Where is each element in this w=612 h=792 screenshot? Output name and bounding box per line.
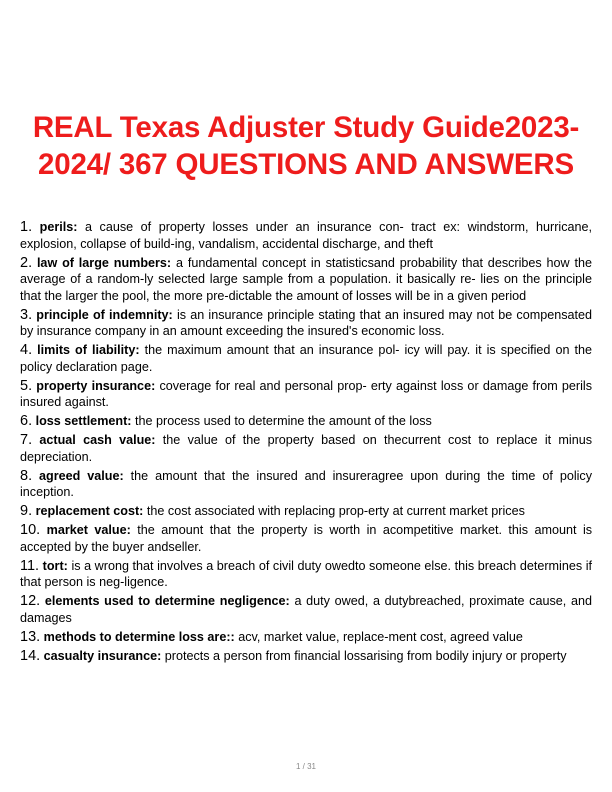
item-term: actual cash value: bbox=[39, 433, 156, 447]
item-number: 10. bbox=[20, 522, 41, 538]
list-item bbox=[20, 468, 592, 501]
item-term: limits of liability: bbox=[37, 343, 140, 357]
item-definition: the maximum amount that an insurance pol- icy will pay. it is specified on the policy declaration page. bbox=[20, 343, 592, 374]
page-title: REAL Texas Adjuster Study Guide2023-2024/ 367 QUESTIONS AND ANSWERS bbox=[32, 111, 580, 181]
list-item bbox=[20, 432, 592, 465]
item-term: elements used to determine negligence: bbox=[44, 594, 290, 608]
item-number: 6. bbox=[20, 413, 33, 429]
item-definition: the cost associated with replacing prop-erty at current market prices bbox=[146, 504, 525, 518]
item-definition: the process used to determine the amount of the loss bbox=[134, 414, 432, 428]
item-definition: the amount that the property is worth in acompetitive market. this amount is accepted by the buyer andseller. bbox=[20, 523, 593, 554]
item-number: 7. bbox=[20, 432, 33, 448]
item-number: 4. bbox=[20, 342, 33, 358]
item-term: law of large numbers: bbox=[36, 255, 172, 270]
item-number: 14. bbox=[20, 647, 41, 664]
list-item bbox=[20, 629, 592, 646]
item-definition: coverage for real and personal prop- erty against loss or damage from perils insured against. bbox=[20, 378, 593, 409]
question-list bbox=[20, 219, 592, 667]
item-term: agreed value: bbox=[39, 468, 124, 483]
item-number: 12. bbox=[20, 593, 41, 609]
item-term: property insurance: bbox=[36, 378, 156, 393]
list-item bbox=[20, 413, 592, 430]
list-item bbox=[20, 255, 592, 305]
item-term: tort: bbox=[42, 558, 68, 573]
item-number: 2. bbox=[20, 254, 33, 271]
item-number: 11. bbox=[20, 557, 40, 574]
item-term: casualty insurance: bbox=[43, 648, 162, 663]
item-term: methods to determine loss are:: bbox=[43, 629, 235, 644]
list-item bbox=[20, 219, 592, 252]
list-item bbox=[20, 307, 592, 340]
item-term: principle of indemnity: bbox=[36, 307, 173, 322]
item-number: 13. bbox=[20, 628, 41, 645]
item-term: perils: bbox=[39, 220, 78, 234]
list-item bbox=[20, 522, 592, 555]
item-number: 8. bbox=[20, 467, 33, 484]
item-term: replacement cost: bbox=[35, 504, 144, 518]
item-definition: a duty owed, a dutybreached, proximate cause, and damages bbox=[20, 594, 592, 625]
item-definition: protects a person from financial lossarising from bodily injury or property bbox=[164, 648, 567, 663]
item-definition: is a wrong that involves a breach of civil duty owedto someone else. this breach determines if that person is neg-ligence. bbox=[20, 558, 593, 589]
item-definition: the value of the property based on thecurrent cost to replace it minus depreciation. bbox=[20, 433, 593, 464]
list-item bbox=[20, 503, 592, 520]
item-definition: acv, market value, replace-ment cost, agreed value bbox=[238, 629, 523, 644]
item-number: 1. bbox=[20, 219, 33, 235]
item-number: 5. bbox=[20, 377, 33, 394]
item-number: 9. bbox=[20, 503, 33, 519]
item-definition: the amount that the insured and insureragree upon during the time of policy inception. bbox=[20, 468, 593, 499]
list-item bbox=[20, 378, 592, 411]
item-term: market value: bbox=[46, 523, 131, 537]
list-item bbox=[20, 342, 592, 375]
item-definition: a fundamental concept in statisticsand probability that describes how the average of a random-ly selected large sample from a population. it basically re- lies on the principle that the larger the pool, the more pre-dictable the amount of losses will be in a given period bbox=[20, 255, 593, 303]
page-number: 1 / 31 bbox=[295, 762, 316, 771]
item-definition: a cause of property losses under an insurance con- tract ex: windstorm, hurricane, explosion, collapse of build-ing, vandalism, accidental discharge, and theft bbox=[20, 220, 593, 251]
item-term: loss settlement: bbox=[35, 414, 132, 428]
list-item bbox=[20, 648, 592, 665]
item-number: 3. bbox=[20, 306, 33, 323]
list-item bbox=[20, 593, 592, 626]
list-item bbox=[20, 558, 592, 591]
item-definition: is an insurance principle stating that an insured may not be compensated by insurance company in an amount exceeding the insured's economic loss. bbox=[20, 307, 593, 338]
